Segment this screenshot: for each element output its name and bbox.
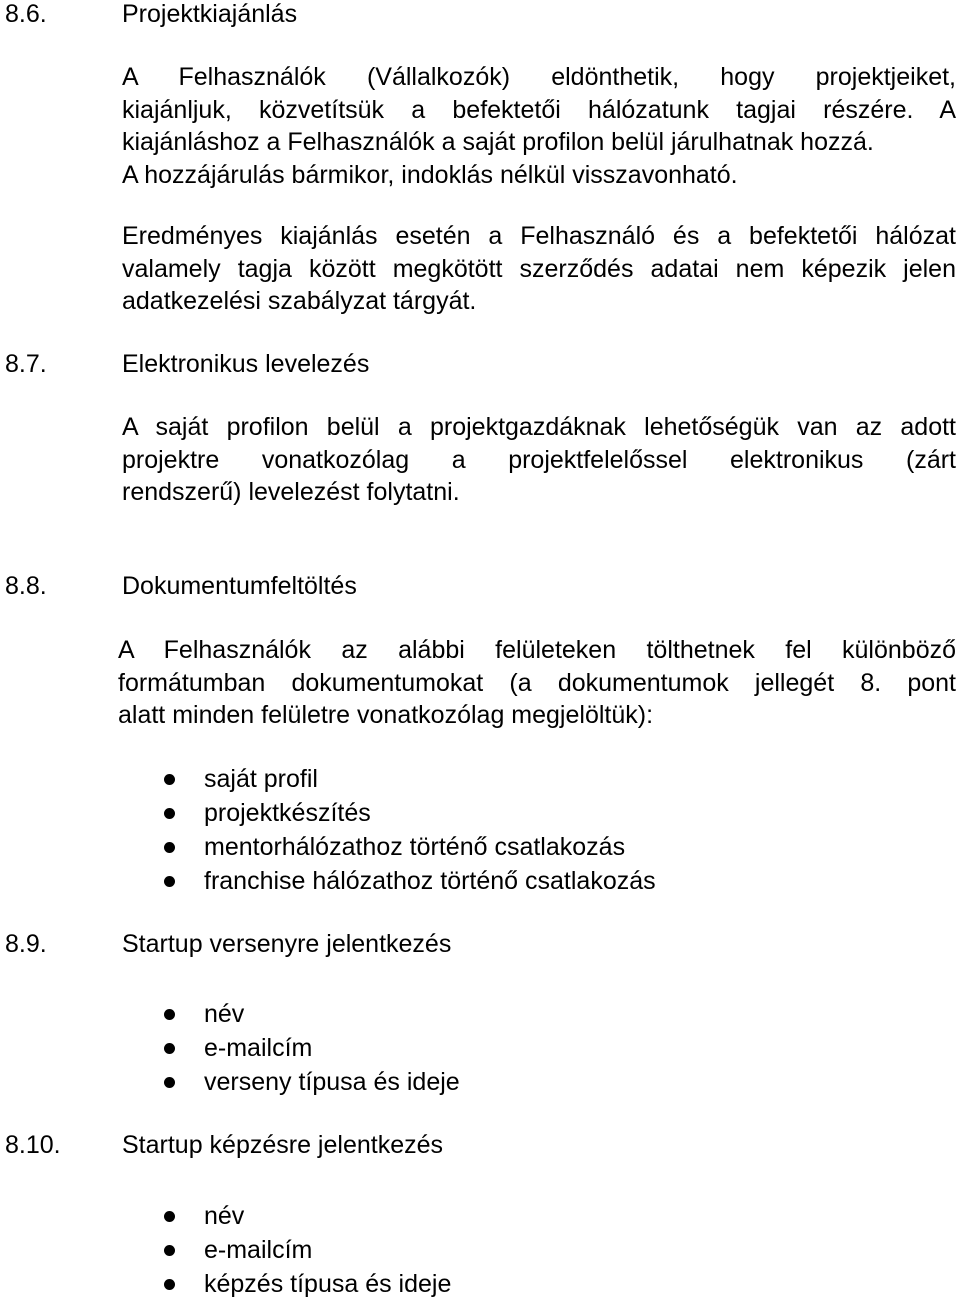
list-item [160,762,656,796]
section-heading-8-7 [5,347,945,381]
bullet-icon [164,1279,175,1290]
section-heading-8-10 [5,1128,945,1162]
section-number: 8.10. [5,1131,61,1159]
list-item-text: mentorhálózathoz történő csatlakozás [204,833,626,861]
list-item-text: saját profil [204,765,318,793]
list-item-text: projektkészítés [204,799,371,827]
list-item [160,796,656,830]
list-item-text: e-mailcím [204,1034,313,1062]
paragraph-line: alatt minden felületre vonatkozólag megjelöltük): [118,701,654,729]
section-paragraph [122,220,956,318]
bullet-icon [164,1211,175,1222]
section-title: Elektronikus levelezés [122,350,370,378]
bullet-icon [164,1077,175,1088]
paragraph-line: valamely tagja között megkötött szerződés adatai nem képezik jelen [122,254,956,283]
bullet-list [160,1199,451,1301]
paragraph-line: A Felhasználók (Vállalkozók) eldönthetik, hogy projektjeiket, [122,63,956,91]
section-heading-8-6 [5,0,945,31]
list-item-text: franchise hálózathoz történő csatlakozás [204,867,656,895]
bullet-icon [164,1043,175,1054]
list-item-text: verseny típusa és ideje [204,1068,460,1096]
section-title: Dokumentumfeltöltés [122,572,357,600]
section-number: 8.7. [5,350,47,378]
list-item-text: név [204,1202,245,1230]
section-title: Startup képzésre jelentkezés [122,1131,444,1159]
list-item [160,1267,451,1301]
list-item [160,830,656,864]
section-paragraph [122,411,956,509]
paragraph-line: Eredményes kiajánlás esetén a Felhasználó és a befektetői hálózat [122,222,956,250]
bullet-list [160,997,460,1099]
paragraph-line: kiajánláshoz a Felhasználók a saját profilon belül járulhatnak hozzá. [122,128,874,156]
list-item [160,864,656,898]
bullet-icon [164,876,175,887]
section-paragraph [118,634,956,732]
section-paragraph [122,61,956,191]
section-number: 8.9. [5,930,47,958]
bullet-list [160,762,656,898]
list-item [160,1031,460,1065]
paragraph-line: A saját profilon belül a projektgazdáknak lehetőségük van az adott [122,413,956,441]
paragraph-line: projektre vonatkozólag a projektfelelőssel elektronikus (zárt [122,445,956,474]
bullet-icon [164,774,175,785]
list-item-text: képzés típusa és ideje [204,1270,452,1298]
paragraph-line: adatkezelési szabályzat tárgyát. [122,287,477,315]
bullet-icon [164,808,175,819]
list-item [160,997,460,1031]
section-heading-8-8 [5,569,945,603]
list-item [160,1199,451,1233]
list-item-text: név [204,1000,245,1028]
section-heading-8-9 [5,927,945,961]
bullet-icon [164,842,175,853]
section-number: 8.6. [5,0,47,28]
list-item-text: e-mailcím [204,1236,313,1264]
paragraph-line: kiajánljuk, közvetítsük a befektetői hálózatunk tagjai részére. A [122,95,956,124]
section-number: 8.8. [5,572,47,600]
list-item [160,1065,460,1099]
bullet-icon [164,1009,175,1020]
paragraph-line: formátumban dokumentumokat (a dokumentumok jellegét 8. pont [118,668,956,697]
list-item [160,1233,451,1267]
section-title: Startup versenyre jelentkezés [122,930,452,958]
section-title: Projektkiajánlás [122,0,298,28]
bullet-icon [164,1245,175,1256]
paragraph-line: rendszerű) levelezést folytatni. [122,478,460,506]
paragraph-line: A hozzájárulás bármikor, indoklás nélkül visszavonható. [122,160,738,189]
paragraph-line: A Felhasználók az alábbi felületeken tölthetnek fel különböző [118,636,956,664]
